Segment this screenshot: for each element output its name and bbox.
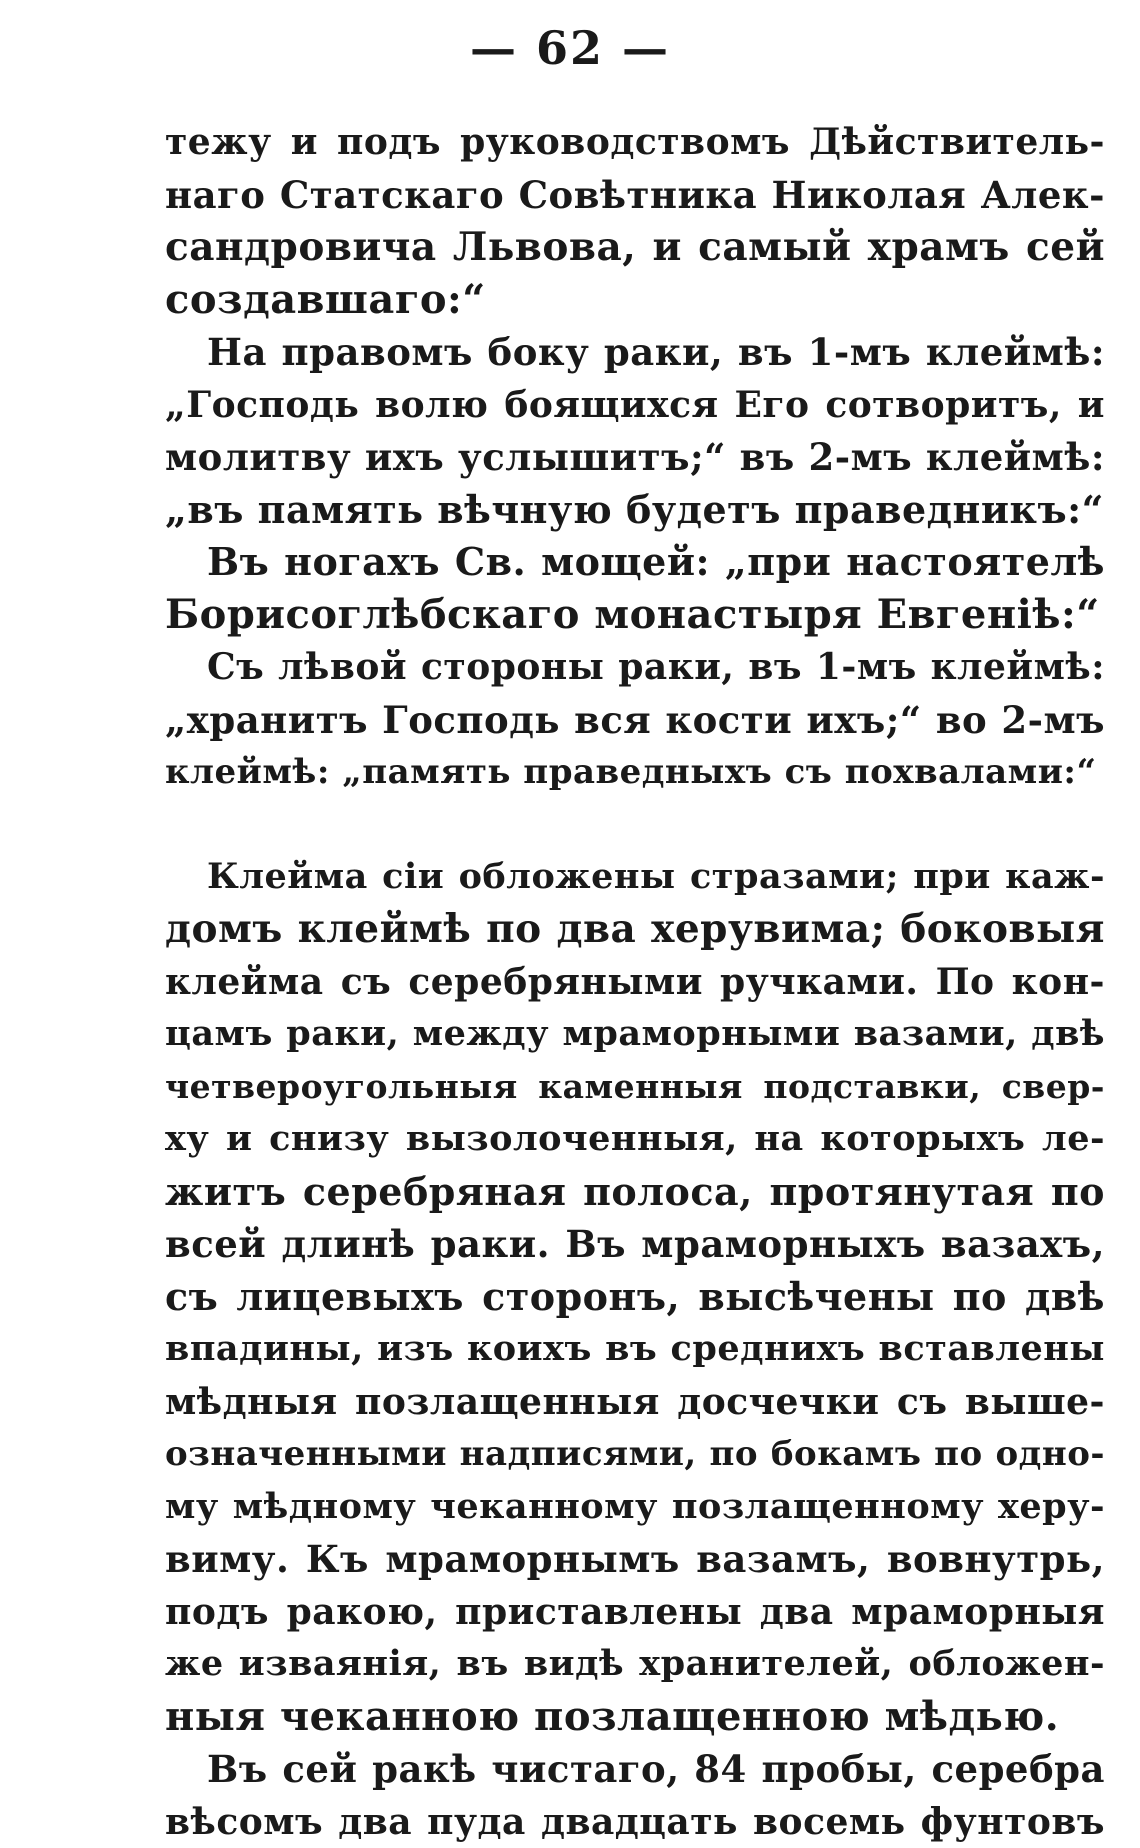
- text-line: Клейма сіи обложены стразами; при каж-: [165, 851, 1105, 904]
- text-line: „хранитъ Господь вся кости ихъ;“ во 2-мъ: [165, 694, 1105, 747]
- text-line: молитву ихъ услышитъ;“ въ 2-мъ клеймѣ:: [165, 431, 1105, 484]
- text-line: виму. Къ мраморнымъ вазамъ, вовнутрь,: [165, 1533, 1105, 1586]
- text-line: му мѣдному чеканному позлащенному херу-: [165, 1481, 1105, 1534]
- text-line: съ лицевыхъ сторонъ, высѣчены по двѣ: [165, 1271, 1105, 1324]
- text-line: На правомъ боку раки, въ 1-мъ клеймѣ:: [165, 326, 1105, 379]
- text-line: клейма съ серебряными ручками. По кон-: [165, 956, 1105, 1009]
- text-line: Съ лѣвой стороны раки, въ 1-мъ клеймѣ:: [165, 641, 1105, 694]
- text-line: означенными надписями, по бокамъ по одно-: [165, 1428, 1105, 1481]
- text-line: всей длинѣ раки. Въ мраморныхъ вазахъ,: [165, 1218, 1105, 1271]
- text-line: цамъ раки, между мраморными вазами, двѣ: [165, 1008, 1105, 1061]
- text-line: наго Статскаго Совѣтника Николая Алек-: [165, 169, 1105, 222]
- text-line: Борисоглѣбскаго монастыря Евгеніѣ:“: [165, 589, 1105, 642]
- text-line: же изваянія, въ видѣ хранителей, обложен-: [165, 1638, 1105, 1691]
- body-text: [165, 116, 1105, 1848]
- text-line: Въ сей ракѣ чистаго, 84 пробы, серебра: [165, 1743, 1105, 1796]
- text-line: ныя чеканною позлащенною мѣдью.: [165, 1691, 1105, 1744]
- text-line: вѣсомъ два пуда двадцать восемь фунтовъ: [165, 1796, 1105, 1848]
- paragraph: [165, 851, 1105, 1744]
- text-line: тежу и подъ руководствомъ Дѣйствитель-: [165, 116, 1105, 169]
- text-line: житъ серебряная полоса, протянутая по: [165, 1166, 1105, 1219]
- text-line: Въ ногахъ Св. мощей: „при настоятелѣ: [165, 536, 1105, 589]
- text-line: создавшаго:“: [165, 274, 1105, 327]
- text-line: впадины, изъ коихъ въ среднихъ вставлены: [165, 1323, 1105, 1376]
- text-line: домъ клеймѣ по два херувима; боковыя: [165, 903, 1105, 956]
- text-line: четвероугольныя каменныя подставки, свер-: [165, 1061, 1105, 1114]
- paragraph-gap: [165, 799, 1105, 851]
- text-line: подъ ракою, приставлены два мраморныя: [165, 1586, 1105, 1639]
- paragraph: [165, 116, 1105, 326]
- text-line: ху и снизу вызолоченныя, на которыхъ ле-: [165, 1113, 1105, 1166]
- page-number: — 62 —: [0, 18, 1140, 78]
- text-line: мѣдныя позлащенныя досчечки съ выше-: [165, 1376, 1105, 1429]
- text-line: „въ память вѣчную будетъ праведникъ:“: [165, 484, 1105, 537]
- paragraph: [165, 326, 1105, 536]
- paragraph: [165, 1743, 1105, 1848]
- paragraph: [165, 641, 1105, 799]
- text-line: клеймѣ: „память праведныхъ съ похвалами:“: [165, 746, 1105, 799]
- text-line: сандровича Львова, и самый храмъ сей: [165, 221, 1105, 274]
- paragraph: [165, 536, 1105, 641]
- text-line: „Господь волю боящихся Его сотворитъ, и: [165, 379, 1105, 432]
